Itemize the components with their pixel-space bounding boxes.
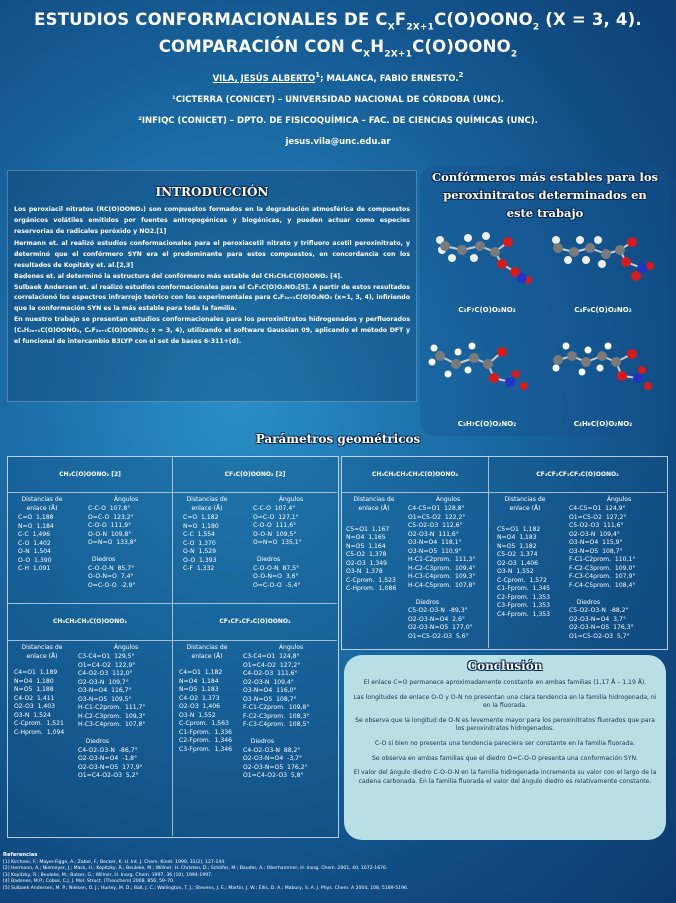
intro-paragraph: Badenes et. al determinó la estructura del confórmero más estable del CH₃CH₂C(O)OONO₂ [4].	[14, 272, 343, 280]
table-cell	[173, 641, 337, 836]
table-header: CH₃C(O)OONO₂ [2]	[8, 457, 173, 493]
dist-header: Distancias de enlace (Å)	[186, 496, 228, 512]
distances: C5=O1 1,167 N=O4 1,165 N=O5 1,164 C5-O2 1,378 O2-O3 1,349 O3-N 1,378 C-Cprom. 1,523 C-Hprom. 1,086	[346, 525, 397, 592]
molecule-label: C₃H₇C(O)O₂NO₂	[457, 420, 517, 428]
dist-header: Distancias de enlace (Å)	[353, 496, 395, 512]
intro-paragraph: Los peroxiacil nitratos (RC(O)OONO₂) son compuestos formados en la degradación atmosférica de compuestos orgánicos volátiles emitidos por fuentes antropogénicas y biogénicas, y pueden actuar como especies reservorias de radicales peróxido y NO2.[1]	[14, 206, 410, 235]
references-heading: Referencias	[3, 852, 38, 858]
reference-item: [4] Badenes, M.P.; Cobos, C.J. J. Mol. Struct. (Theochem) 2008, 856, 59–70.	[3, 879, 175, 885]
reference-item: [2] Hermann, A.; Niemeyer, J.; Mack, H.; Kopitzky, R.; Beuleke, M.; Willner, H. Christen, D.; Schäfer, M.; Bauder, A.; Oberhammer, H. Inorg. Chem. 2001, 40, 1672-1676.	[3, 866, 388, 872]
angles: C4-C5=O1 124,9° O1=C5-O2 127,2° C5-O2-O3 111,6° O2-O3-N 109,4° O3-N=O4 115,9° O3-N=O5 108,7° F-C1-C2prom. 110,1° F-C2-C3prom. 109,0° F-C3-C4prom. 107,9° F-C4-C5prom. 108,4° Diedros C5-O2-O3-N -88,2° O2-O3-N=O4 3,7° O2-O3-N=O5 176,3° O1=C5-O2-O3 5,7°	[569, 505, 636, 640]
table-header: CF₃CF₂CF₂CF₂C(O)OONO₂	[489, 457, 666, 493]
conclusion-section	[344, 655, 666, 840]
conclusion-item: Se observa que la longitud de O-N es levemente mayor para los peroxinitratos fluorados que para los peroxinitratos hidrogenados.	[355, 716, 655, 733]
affiliation-2: ²INFIQC (CONICET) – DPTO. DE FISICOQUÍMICA – FAC. DE CIENCIAS QUÍMICAS (UNC).	[138, 115, 538, 126]
table-cell	[489, 493, 666, 648]
reference-item: [1] Kirchner, F.; Mayer-Figge, A.; Zabel, F.; Becker, K. H. Int. J. Chem. Kinet. 1999, 31(2), 127-144.	[3, 859, 226, 865]
poster-title: ESTUDIOS CONFORMACIONALES DE $C_XF_{2X+1}C(O)OONO_2$ (X = 3, 4). COMPARACIÓN CON $C_XH_{2X+1}C(O)OONO_2$	[34, 10, 642, 60]
table-cell	[8, 641, 173, 836]
dist-header: Distancias de enlace (Å)	[21, 644, 63, 660]
references-section	[3, 852, 673, 893]
molecule-c4f9-image	[550, 228, 655, 288]
dist-header: Distancias de enlace (Å)	[186, 644, 228, 660]
distances: C=O 1,188 N=O 1,184 C-C 1,496 C-O 1,402 O-N 1,504 O-O 1,390 C-H 1,091	[18, 514, 54, 572]
intro-paragraph: Sulbaek Andersen et. al realizó estudios conformacionales para el C₂F₅C(O)O₂NO₂[5]. A partir de estos resultados correlacionó los espectros infrarrojo teórico con los experimentales para CₓF₂ₓ₊₁C(O)O₂NO₂ (x=1, 3, 4), infiriendo que la conformación SYN es la más estable para toda la familia.	[14, 283, 410, 313]
reference-item: [3] Kopitzky, R.; Beuleke, M.; Balzer, G.; Willner, H. Inorg. Chem. 1997, 36 (10), 1994-1997.	[3, 872, 213, 878]
angles: C3-C4=O1 129,5° O1=C4-O2 122,9° C4-O2-O3 112,0° O2-O3-N 109,7° O3-N=O4 116,7° O3-N=O5 109,5° H-C1-C2prom. 111,7° H-C2-C3prom. 109,3° H-C3-C4prom. 107,8° Diedros C4-O2-O3-N -86,7° O2-O3-N=O4 -1,8° O2-O3-N=O5 177,9° O1=C4-O2-O3 5,2°	[78, 653, 146, 779]
ang-header: Ángulos	[113, 644, 139, 651]
conclusion-item: Se observa en ambas familias que el diedro O=C-O-O presenta una conformación SYN.	[372, 754, 638, 762]
molecule-label: C₄H₉C(O)O₂NO₂	[573, 420, 633, 428]
intro-paragraph: Hermann et. al realizó estudios conformacionales para el peroxiacetil nitrato y trifluoro acetil peroxinitrato, y determinó que el confórmero SYN era el predominante para estos compuestos, en concordancia con los resultados de Kopitzky et. al.[2,3]	[14, 240, 410, 269]
distances: C5=O1 1,182 N=O4 1,183 N=O5 1,182 C5-O2 1,374 O2-O3 1,406 O3-N 1,552 C-Cprom. 1,572 C1-Fprom. 1,345 C2-Fprom. 1,353 C3-Fprom. 1,353 C4-Fprom. 1,353	[497, 525, 550, 618]
intro-paragraph: En nuestro trabajo se presentan estudios conformacionales para los peroxinitratos hidrogenados y perfluorados (CₓH₂ₓ₊₁C(O)OONO₂, CₓF₂ₓ₊₁C(O)OONO₂; x = 3, 4), utilizando el software Gaussian 09, aplicando el método DFT y el funcional de intercambio B3LYP con el set de bases 6-311+(d).	[14, 315, 410, 345]
authors-block	[0, 64, 676, 153]
parameters-table-right	[341, 456, 668, 650]
introduction-heading: INTRODUCCIÓN	[155, 185, 269, 199]
contact-email[interactable]: jesus.vila@unc.edu.ar	[285, 136, 391, 147]
angles: C-C-O 107,8° O=C-O 123,2° C-O-O 111,9° O-O-N 109,8° O=N=O 133,8° Diedros C-O-O-N 85,7° O-O-N=O 7,4° O=C-O-O -2,9°	[88, 505, 137, 589]
table-header: CF₃C(O)OONO₂ [2]	[173, 457, 337, 493]
parameters-table-left	[7, 456, 339, 838]
ang-header: Ángulos	[278, 496, 304, 503]
conclusion-item: El enlace C=O permanece aproximadamente constante en ambas familias (1,17 Å – 1,19 Å).	[363, 679, 647, 686]
angles: C4-C5=O1 128,8° O1=C5-O2 122,2° C5-O2-O3 112,6° O2-O3-N 111,6° O3-N=O4 118,1° O3-N=O5 110,9° H-C1-C2prom. 111,3° H-C2-C3prom. 109,4° H-C3-C4prom. 109,3° H-C4-C5prom. 107,8° Diedros C5-O2-O3-N -89,3° O2-O3-N=O4 2,6° O2-O3-N=O5 177,0° O1=C5-O2-O3 5,6°	[408, 505, 476, 640]
conclusion-item: Las longitudes de enlace O-O y O-N no presentan una clara tendencia en la familia hidrogenada, ni en la fluorada.	[353, 693, 657, 710]
affiliation-1: ¹CICTERRA (CONICET) – UNIVERSIDAD NACIONAL DE CÓRDOBA (UNC).	[172, 94, 504, 105]
distances: C4=O1 1,182 N=O4 1,184 N=O5 1,183 C4-O2 1,373 O2-O3 1,406 O3-N 1,552 C-Cprom. 1,563 C1-Fprom. 1,336 C2-Fprom. 1,346 C3-Fprom. 1,346	[179, 669, 232, 753]
conclusion-item: El valor del ángulo diedro C-O-O-N en la familia hidrogenada incrementa su valor con el largo de la cadena carbonada. En la familia fluorada el valor del ángulo diedro es relativamente constante.	[353, 769, 657, 785]
authors-line: VILA, JESÚS ALBERTO$^1$; MALANCA, FABIO ERNESTO.$^2$	[212, 70, 464, 84]
ang-header: Ángulos	[278, 644, 304, 651]
conformers-heading: Confórmeros más estables para los peroxinitratos determinados en este trabajo	[432, 170, 658, 220]
molecule-c4h9-image	[552, 338, 657, 398]
ang-header: Ángulos	[606, 496, 632, 503]
angles: C3-C4=O1 124,8° O1=C4-O2 127,2° C4-O2-O3 111,6° O2-O3-N 109,4° O3-N=O4 116,0° O3-N=O5 108,7° F-C1-C2prom. 109,8° F-C2-C3prom. 108,3° F-C3-C4prom. 108,5° Diedros C4-O2-O3-N 88,2° O2-O3-N=O4 -3,7° O2-O3-N=O5 176,2° O1=C4-O2-O3 5,8°	[243, 653, 310, 779]
conformers-section	[420, 166, 670, 436]
table-cell	[342, 493, 489, 648]
angles: C-C-O 107,4° O=C-O 127,1° C-O-O 111,6° O-O-N 109,5° O=N=O 135,1° Diedros C-O-O-N 87,5° O-O-N=O 3,6° O=C-O-O -5,4°	[253, 505, 302, 589]
ang-header: Ángulos	[435, 496, 461, 503]
table-cell	[8, 493, 173, 604]
distances: C=O 1,182 N=O 1,180 C-C 1,554 C-O 1,370 O-N 1,529 O-O 1,393 C-F 1,332	[183, 514, 219, 572]
table-header: CF₃CF₂CF₂C(O)OONO₂	[173, 604, 337, 641]
dist-header: Distancias de enlace (Å)	[504, 496, 546, 512]
table-header: CH₃CH₂CH₂C(O)OONO₂	[8, 604, 173, 641]
parameters-heading: Parámetros geométricos	[255, 432, 421, 446]
distances: C4=O1 1,189 N=O4 1,180 N=O5 1,188 C4-O2 1,411 O2-O3 1,403 O3-N 1,524 C-Cprom. 1,521 C-Hprom. 1,094	[14, 669, 65, 736]
conclusion-heading: Conclusión	[467, 659, 543, 673]
ang-header: Ángulos	[113, 496, 139, 503]
molecule-label: C₃F₇C(O)O₂NO₂	[458, 306, 516, 314]
reference-item: [5] Sulbaek Andersen, M. P.; Nielsen, O. J.; Hurley, M. D.; Ball, J. C.; Wallington, T. J.; Stevens, J. E.; Martin, J. W.; Ellis, D. A.; Mabury, S. A. J. Phys. Chem. A 2004, 108, 5189-5196.	[3, 885, 409, 891]
conclusion-item: C-O si bien no presenta una tendencia pareciera ser constante en la familia fluorada.	[374, 739, 636, 747]
table-cell	[173, 493, 337, 604]
table-header: CH₃CH₂CH₂CH₂C(O)OONO₂	[342, 457, 489, 493]
molecule-c3h7-image	[428, 338, 533, 398]
introduction-section	[7, 170, 417, 402]
molecule-c3f7-image	[430, 228, 535, 288]
molecule-label: C₄F₉C(O)O₂NO₂	[574, 306, 632, 314]
dist-header: Distancias de enlace (Å)	[21, 496, 63, 512]
